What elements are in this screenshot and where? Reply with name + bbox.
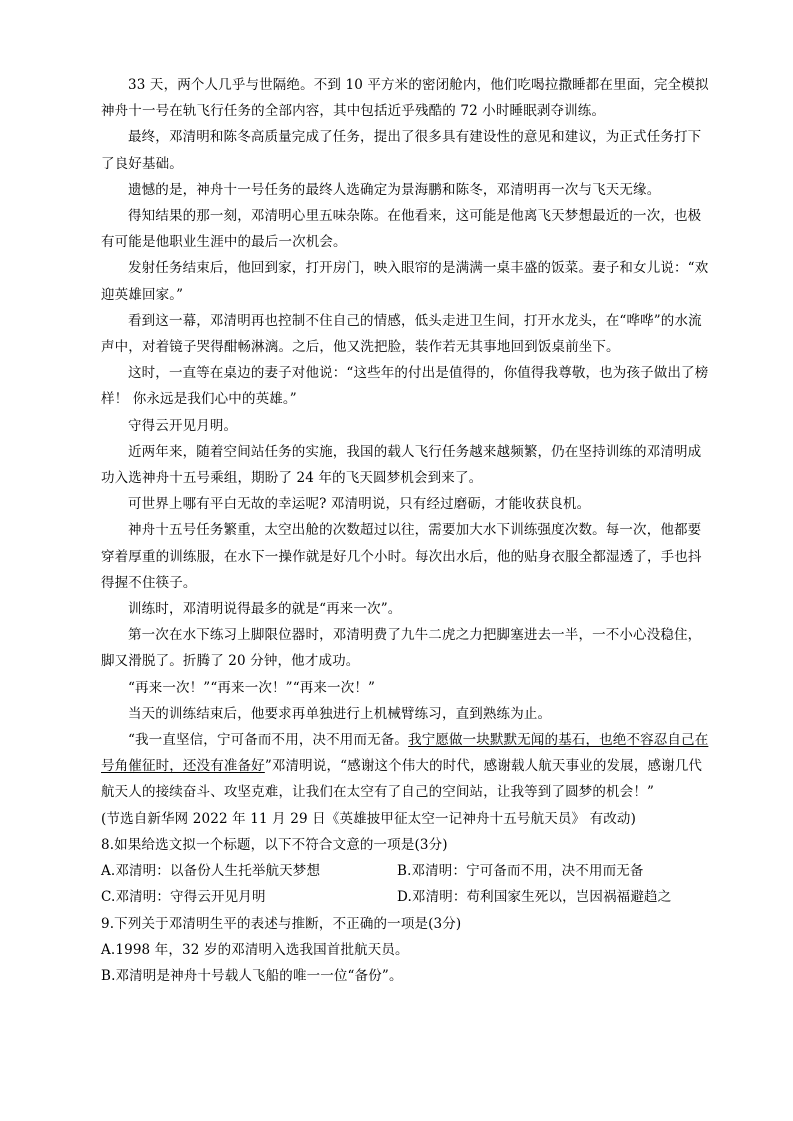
paragraph-16 [101,727,711,806]
question-8-option-c: C.邓清明：守得云开见月明 [101,889,266,906]
question-8-option-d: D.邓清明：苟利国家生死以，岂因祸福避趋之 [397,889,672,906]
paragraph-14: “再来一次！”“再来一次！”“再来一次！” [128,679,376,696]
question-9-option-b: B.邓清明是神舟十号载人飞船的唯一一位“备份”。 [101,967,403,984]
paragraph-12: 训练时，邓清明说得最多的就是“再来一次”。 [128,601,402,618]
question-8-options-row-1 [101,858,711,884]
quote-end: ”邓清明说，“感谢这个伟大的时代，感谢载人航天事业的发展，感谢几代航天人的接续奋斗、攻坚克难，让我们在太空有了自己的空间站，让我等到了圆梦的机会！” [101,758,703,801]
paragraph-3: 遗憾的是，神舟十一号任务的最终人选确定为景海鹏和陈冬，邓清明再一次与飞天无缘。 [128,181,661,198]
paragraph-8: 守得云开见月明。 [128,417,238,434]
question-8-options-row-2 [101,884,711,910]
paragraph-4: 得知结果的那一刻，邓清明心里五味杂陈。在他看来，这可能是他离飞天梦想最近的一次，也极有可能是他职业生涯中的最后一次机会。 [101,208,702,251]
paragraph-1: 33 天，两个人几乎与世隔绝。不到 10 平方米的密闭舱内，他们吃喝拉撒睡都在里面，完全模拟神舟十一号在轨飞行任务的全部内容，其中包括近乎残酷的 72 小时睡眠剥夺训练。 [101,77,709,120]
paragraph-13: 第一次在水下练习上脚限位器时，邓清明费了九牛二虎之力把脚塞进去一半，一不小心没稳住，脚又滑脱了。折腾了 20 分钟，他才成功。 [101,627,702,670]
paragraph-10: 可世界上哪有平白无故的幸运呢? 邓清明说，只有经过磨砺，才能收获良机。 [128,496,591,513]
paragraph-6: 看到这一幕，邓清明再也控制不住自己的情感，低头走进卫生间，打开水龙头，在“哗哗”的水流声中，对着镜子哭得酣畅淋漓。之后，他又洗把脸，装作若无其事地回到饭桌前坐下。 [101,312,702,356]
paragraph-5: 发射任务结束后，他回到家，打开房门，映入眼帘的是满满一桌丰盛的饭菜。妻子和女儿说：“欢迎英雄回家。” [101,260,709,303]
article-body [101,72,711,989]
question-8-option-a: A.邓清明：以备份人生托举航天梦想 [101,863,321,880]
question-8-stem: 8.如果给选文拟一个标题，以下不符合文意的一项是(3分) [101,836,448,853]
question-9-option-a: A.1998 年，32 岁的邓清明入选我国首批航天员。 [101,941,409,958]
question-9-stem: 9.下列关于邓清明生平的表述与推断，不正确的一项是(3分) [101,915,462,932]
question-8-option-b: B.邓清明：宁可备而不用，决不用而无备 [397,863,644,880]
paragraph-15: 当天的训练结束后，他要求再单独进行上机械臂练习，直到熟练为止。 [128,705,552,722]
paragraph-9: 近两年来，随着空间站任务的实施，我国的载人飞行任务越来越频繁，仍在坚持训练的邓清明成功入选神舟十五号乘组，期盼了 24 年的飞天圆梦机会到来了。 [101,443,702,487]
quote-start: “我一直坚信，宁可备而不用，决不用而无备。 [128,732,409,749]
paragraph-11: 神舟十五号任务繁重，太空出舱的次数超过以往，需要加大水下训练强度次数。每一次，他都要穿着厚重的训练服，在水下一操作就是好几个小时。每次出水后，他的贴身衣服全都湿透了，手也抖得握不住筷子。 [101,522,702,591]
paragraph-2: 最终，邓清明和陈冬高质量完成了任务，提出了很多具有建设性的意见和建议，为正式任务打下了良好基础。 [101,129,702,172]
paragraph-7: 这时，一直等在桌边的妻子对他说：“这些年的付出是值得的，你值得我尊敬，也为孩子做出了榜样！ 你永远是我们心中的英雄。” [101,365,709,408]
source-citation: (节选自新华网 2022 年 11 月 29 日《英雄披甲征太空一记神舟十五号航天员》 有改动) [101,810,636,827]
underlined-sentence: 我宁愿做一块默默无闻的基石，也绝不容忍自己在号角催征时，还没有准备好 [101,732,709,775]
